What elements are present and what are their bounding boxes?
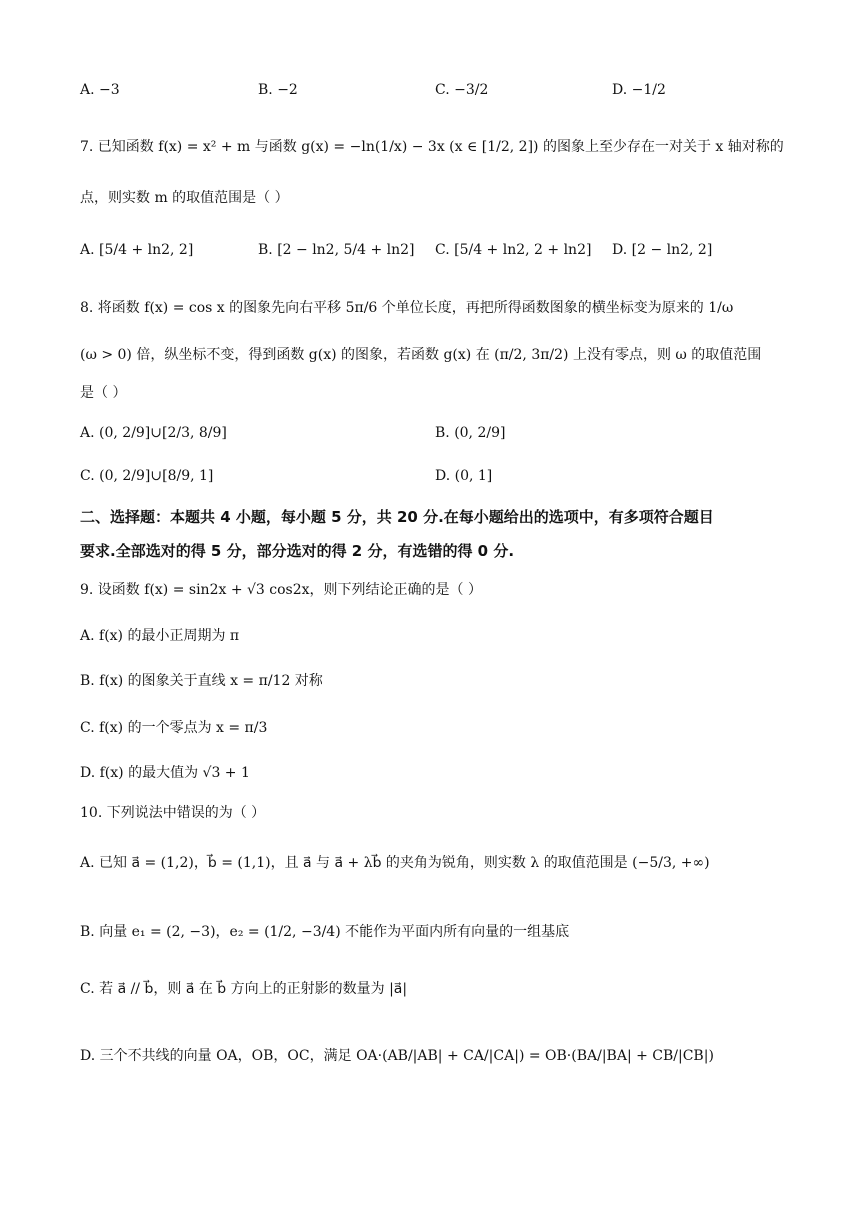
section-heading-line1: 二、选择题：本题共 4 小题，每小题 5 分，共 20 分.在每小题给出的选项中，有多项符合题目 [80,508,714,526]
q7-option-c: C. [5/4 + ln2, 2 + ln2] [435,242,592,258]
q10-option-b: B. 向量 e₁ = (2, −3)，e₂ = (1/2, −3/4) 不能作为平面内所有向量的一组基底 [80,924,570,940]
q9-option-a: A. f(x) 的最小正周期为 π [80,628,240,644]
q9-option-d: D. f(x) 的最大值为 √3 + 1 [80,765,250,781]
q9-option-c: C. f(x) 的一个零点为 x = π/3 [80,720,268,736]
q9-stem: 9. 设函数 f(x) = sin2x + √3 cos2x，则下列结论正确的是（ ） [80,582,482,598]
q7-option-a: A. [5/4 + ln2, 2] [80,242,194,258]
q8-stem-line2: (ω > 0) 倍，纵坐标不变，得到函数 g(x) 的图象，若函数 g(x) 在 (π/2, 3π/2) 上没有零点，则 ω 的取值范围 [80,347,762,363]
q10-option-d: D. 三个不共线的向量 OA，OB，OC，满足 OA·(AB/|AB| + CA/|CA|) = OB·(BA/|BA| + CB/|CB|) [80,1048,714,1064]
q6-option-b: B. −2 [258,82,298,98]
q7-option-d: D. [2 − ln2, 2] [612,242,713,258]
q10-option-c: C. 若 a⃗ // b⃗，则 a⃗ 在 b⃗ 方向上的正射影的数量为 |a⃗| [80,981,408,997]
q8-stem-line3: 是（ ） [80,385,127,401]
q7-option-b: B. [2 − ln2, 5/4 + ln2] [258,242,415,258]
q6-option-a: A. −3 [80,82,120,98]
q7-stem-line2: 点，则实数 m 的取值范围是（ ） [80,190,289,206]
q8-option-a: A. (0, 2/9]∪[2/3, 8/9] [80,425,227,441]
q8-option-c: C. (0, 2/9]∪[8/9, 1] [80,468,214,484]
q8-stem-line1: 8. 将函数 f(x) = cos x 的图象先向右平移 5π/6 个单位长度，再把所得函数图象的横坐标变为原来的 1/ω [80,300,734,316]
q8-option-d: D. (0, 1] [435,468,493,484]
q10-option-a: A. 已知 a⃗ = (1,2)，b⃗ = (1,1)，且 a⃗ 与 a⃗ + λb⃗ 的夹角为锐角，则实数 λ 的取值范围是 (−5/3, +∞) [80,855,710,871]
q9-option-b: B. f(x) 的图象关于直线 x = π/12 对称 [80,673,323,689]
q6-option-d: D. −1/2 [612,82,666,98]
q10-stem: 10. 下列说法中错误的为（ ） [80,805,266,821]
q8-option-b: B. (0, 2/9] [435,425,506,441]
section-heading-line2: 要求.全部选对的得 5 分，部分选对的得 2 分，有选错的得 0 分. [80,542,515,560]
q6-option-c: C. −3/2 [435,82,489,98]
q7-stem-line1: 7. 已知函数 f(x) = x² + m 与函数 g(x) = −ln(1/x) − 3x (x ∈ [1/2, 2]) 的图象上至少存在一对关于 x 轴对称的 [80,139,784,155]
